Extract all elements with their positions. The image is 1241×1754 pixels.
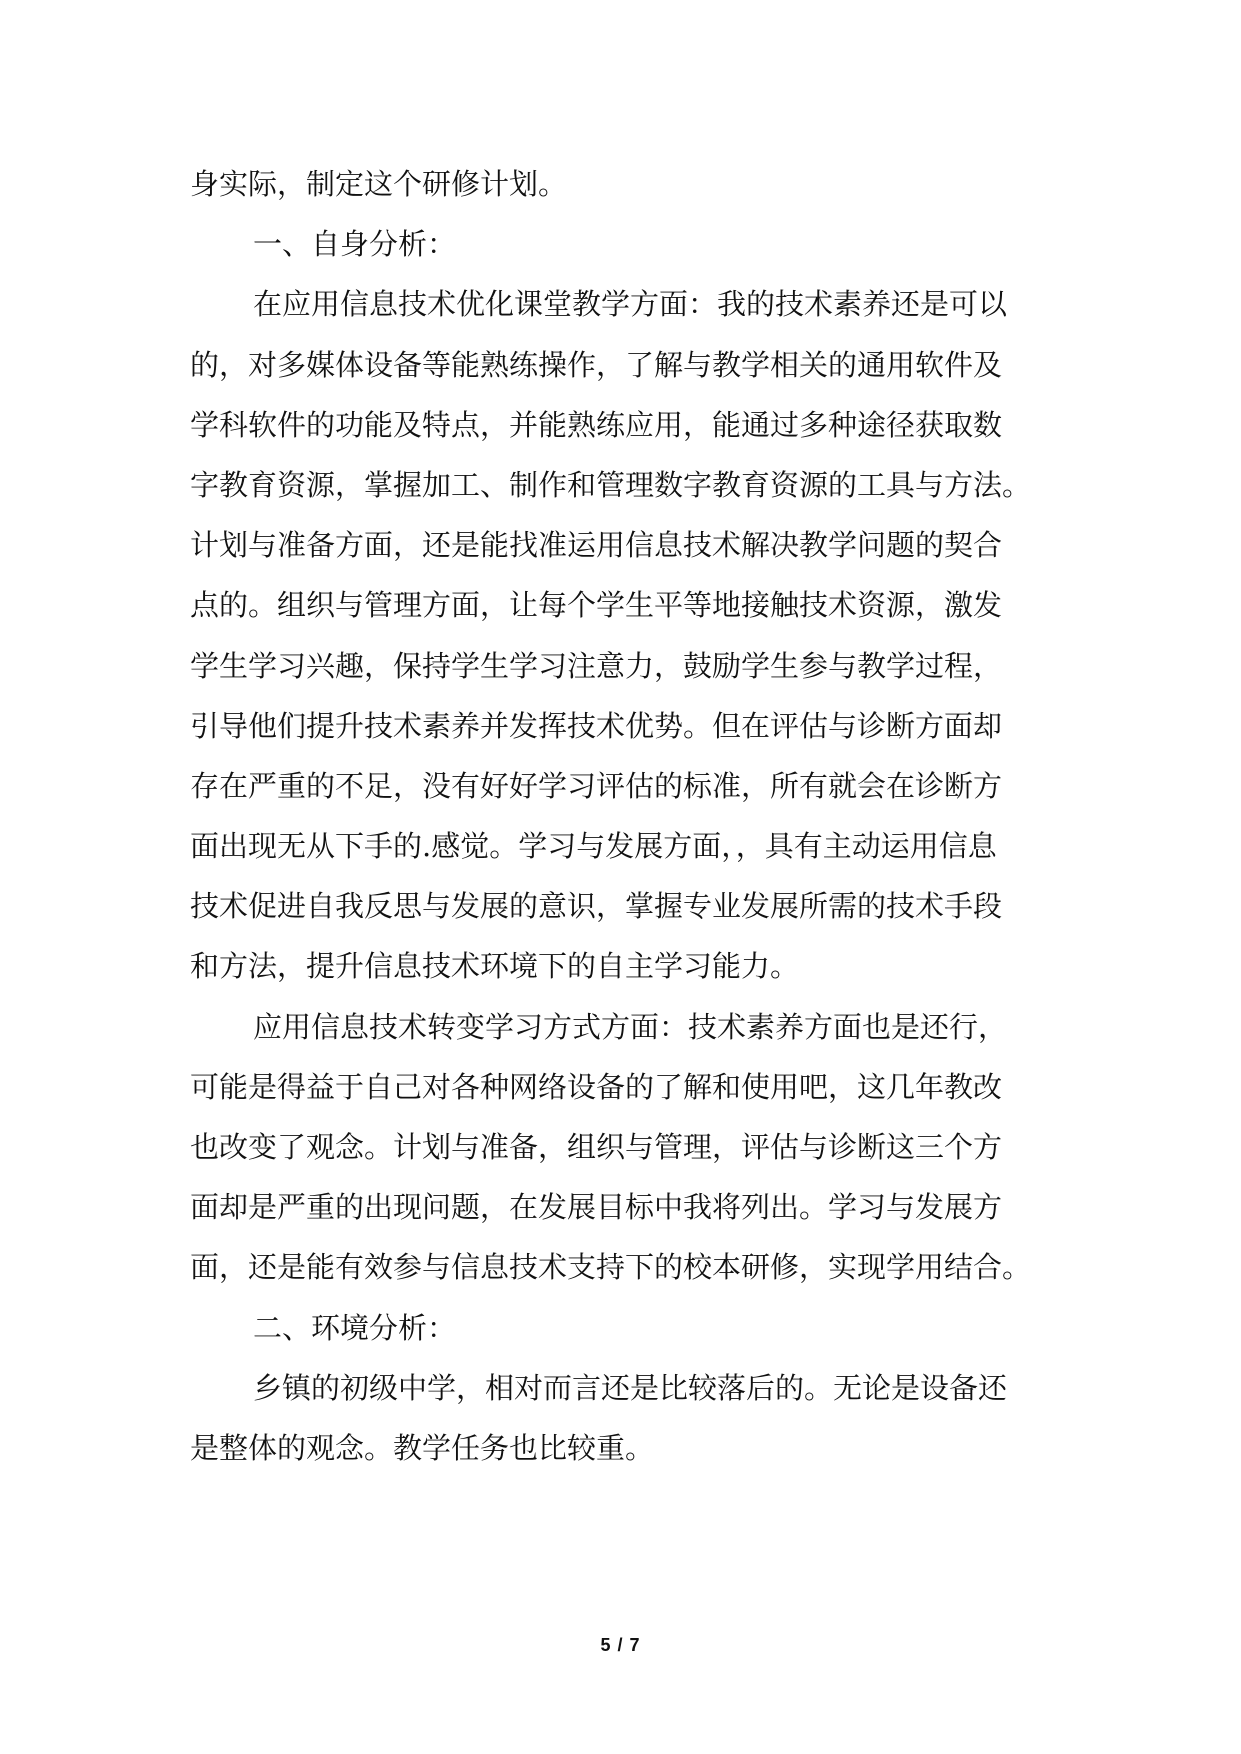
page-number: 5 / 7 (600, 1635, 641, 1655)
text-line: 存在严重的不足，没有好好学习评估的标准，所有就会在诊断方 (190, 768, 1003, 803)
text-line: 和方法，提升信息技术环境下的自主学习能力。 (190, 949, 800, 984)
text-line: 身实际，制定这个研修计划。 (190, 167, 568, 201)
section-heading-self-analysis: 一、自身分析： (253, 227, 457, 262)
section-heading-environment-analysis: 二、环境分析： (253, 1310, 457, 1345)
text-line: 引导他们提升技术素养并发挥技术优势。但在评估与诊断方面却 (190, 708, 1003, 743)
text-line: 可能是得益于自己对各种网络设备的了解和使用吧，这几年教改 (190, 1069, 1003, 1104)
text-line: 面出现无从下手的.感觉。学习与发展方面，，具有主动运用信息 (190, 829, 997, 864)
text-line: 应用信息技术转变学习方式方面：技术素养方面也是还行， (253, 1009, 1008, 1044)
text-line: 面却是严重的出现问题，在发展目标中我将列出。学习与发展方 (190, 1190, 1003, 1225)
text-line: 是整体的观念。教学任务也比较重。 (190, 1430, 655, 1465)
text-line: 面，还是能有效参与信息技术支持下的校本研修，实现学用结合。 (190, 1250, 1032, 1285)
text-line: 学生学习兴趣，保持学生学习注意力，鼓励学生参与教学过程， (190, 648, 1003, 683)
text-line: 点的。组织与管理方面，让每个学生平等地接触技术资源，激发 (190, 588, 1003, 623)
text-line: 乡镇的初级中学，相对而言还是比较落后的。无论是设备还 (253, 1370, 1008, 1405)
text-line: 也改变了观念。计划与准备，组织与管理，评估与诊断这三个方 (190, 1130, 1003, 1164)
text-line: 在应用信息技术优化课堂教学方面：我的技术素养还是可以 (253, 287, 1008, 322)
document-body (190, 154, 1056, 1478)
text-line: 的，对多媒体设备等能熟练操作，了解与教学相关的通用软件及 (190, 347, 1003, 382)
text-line: 字教育资源，掌握加工、制作和管理数字教育资源的工具与方法。 (190, 467, 1032, 502)
text-line: 技术促进自我反思与发展的意识，掌握专业发展所需的技术手段 (190, 889, 1003, 924)
text-line: 学科软件的功能及特点，并能熟练应用，能通过多种途径获取数 (190, 407, 1003, 442)
text-line: 计划与准备方面，还是能找准运用信息技术解决教学问题的契合 (190, 528, 1003, 563)
